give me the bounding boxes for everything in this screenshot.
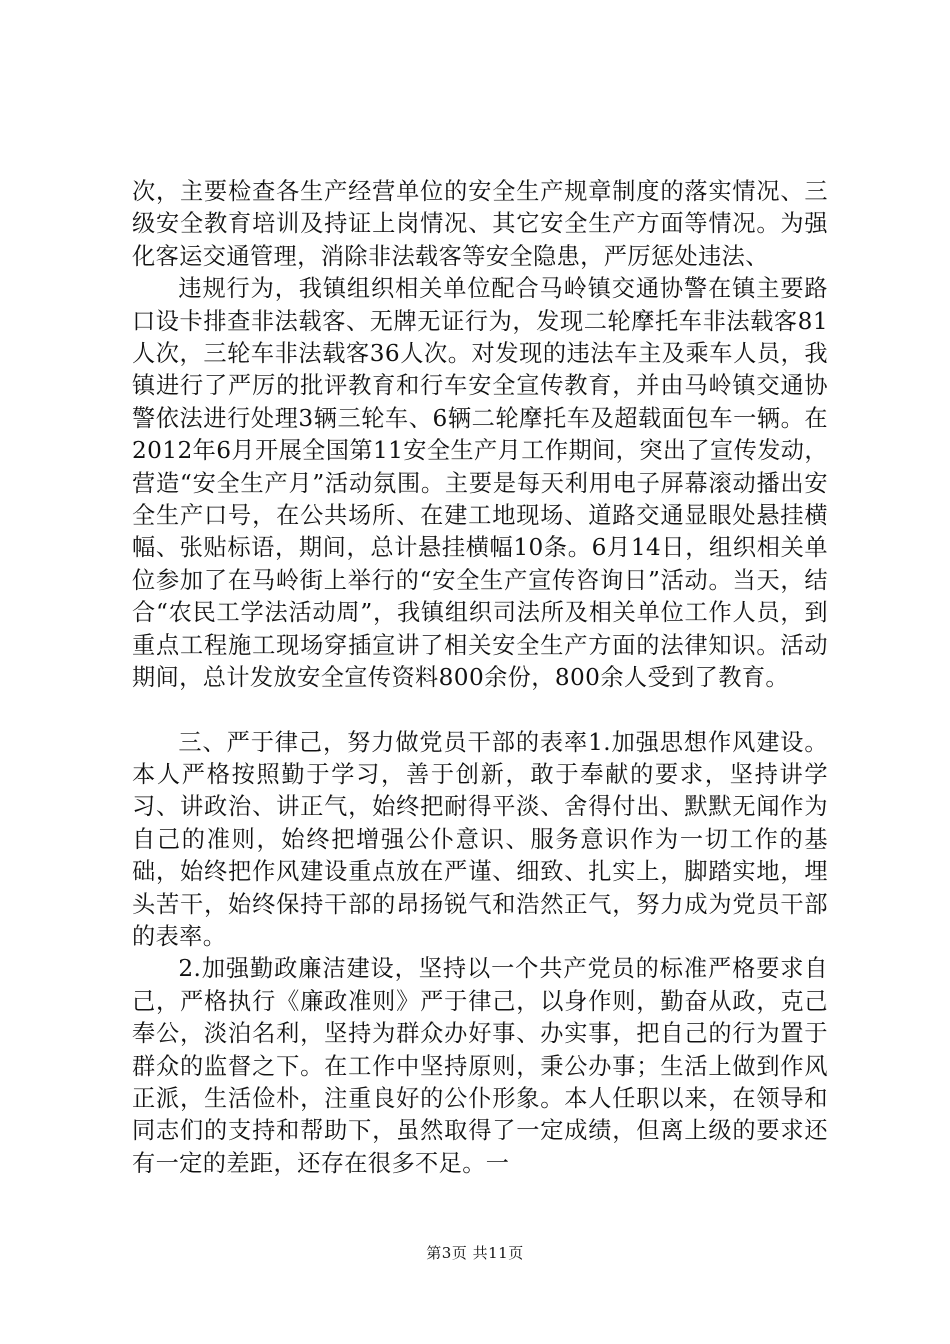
paragraph-4: 2.加强勤政廉洁建设，坚持以一个共产党员的标准严格要求自己，严格执行《廉政准则》严于律己，以身作则，勤奋从政，克己奉公，淡泊名利，坚持为群众办好事、办实事，把自己的行为置于群众的监督之下。在工作中坚持原则，秉公办事；生活上做到作风正派，生活俭朴，注重良好的公仆形象。本人任职以来，在领导和同志们的支持和帮助下，虽然取得了一定成绩，但离上级的要求还有一定的差距，还存在很多不足。一 [132, 955, 828, 1177]
page-number-footer: 第3页 共11页 [426, 1244, 524, 1262]
section-gap [132, 695, 828, 727]
paragraph-2: 违规行为，我镇组织相关单位配合马岭镇交通协警在镇主要路口设卡排查非法载客、无牌无证行为，发现二轮摩托车非法载客81人次，三轮车非法载客36人次。对发现的违法车主及乘车人员，我镇进行了严厉的批评教育和行车安全宣传教育，并由马岭镇交通协警依法进行处理3辆三轮车、6辆二轮摩托车及超载面包车一辆。在2012年6月开展全国第11安全生产月工作期间，突出了宣传发动，营造“安全生产月”活动氛围。主要是每天利用电子屏幕滚动播出安全生产口号，在公共场所、在建工地现场、道路交通显眼处悬挂横幅、张贴标语，期间，总计悬挂横幅10条。6月14日，组织相关单位参加了在马岭街上举行的“安全生产宣传咨询日”活动。当天，结合“农民工学法活动周”，我镇组织司法所及相关单位工作人员，到重点工程施工现场穿插宣讲了相关安全生产方面的法律知识。活动期间，总计发放安全宣传资料800余份，800余人受到了教育。 [132, 275, 828, 692]
paragraph-3: 三、严于律己，努力做党员干部的表率1.加强思想作风建设。本人严格按照勤于学习，善于创新，敢于奉献的要求，坚持讲学习、讲政治、讲正气，始终把耐得平淡、舍得付出、默默无闻作为自己的准则，始终把增强公仆意识、服务意识作为一切工作的基础，始终把作风建设重点放在严谨、细致、扎实上，脚踏实地，埋头苦干，始终保持干部的昂扬锐气和浩然正气，努力成为党员干部的表率。 [132, 728, 828, 950]
document-body [132, 176, 828, 1180]
paragraph-1: 次，主要检查各生产经营单位的安全生产规章制度的落实情况、三级安全教育培训及持证上岗情况、其它安全生产方面等情况。为强化客运交通管理，消除非法载客等安全隐患，严厉惩处违法、 [132, 178, 828, 270]
